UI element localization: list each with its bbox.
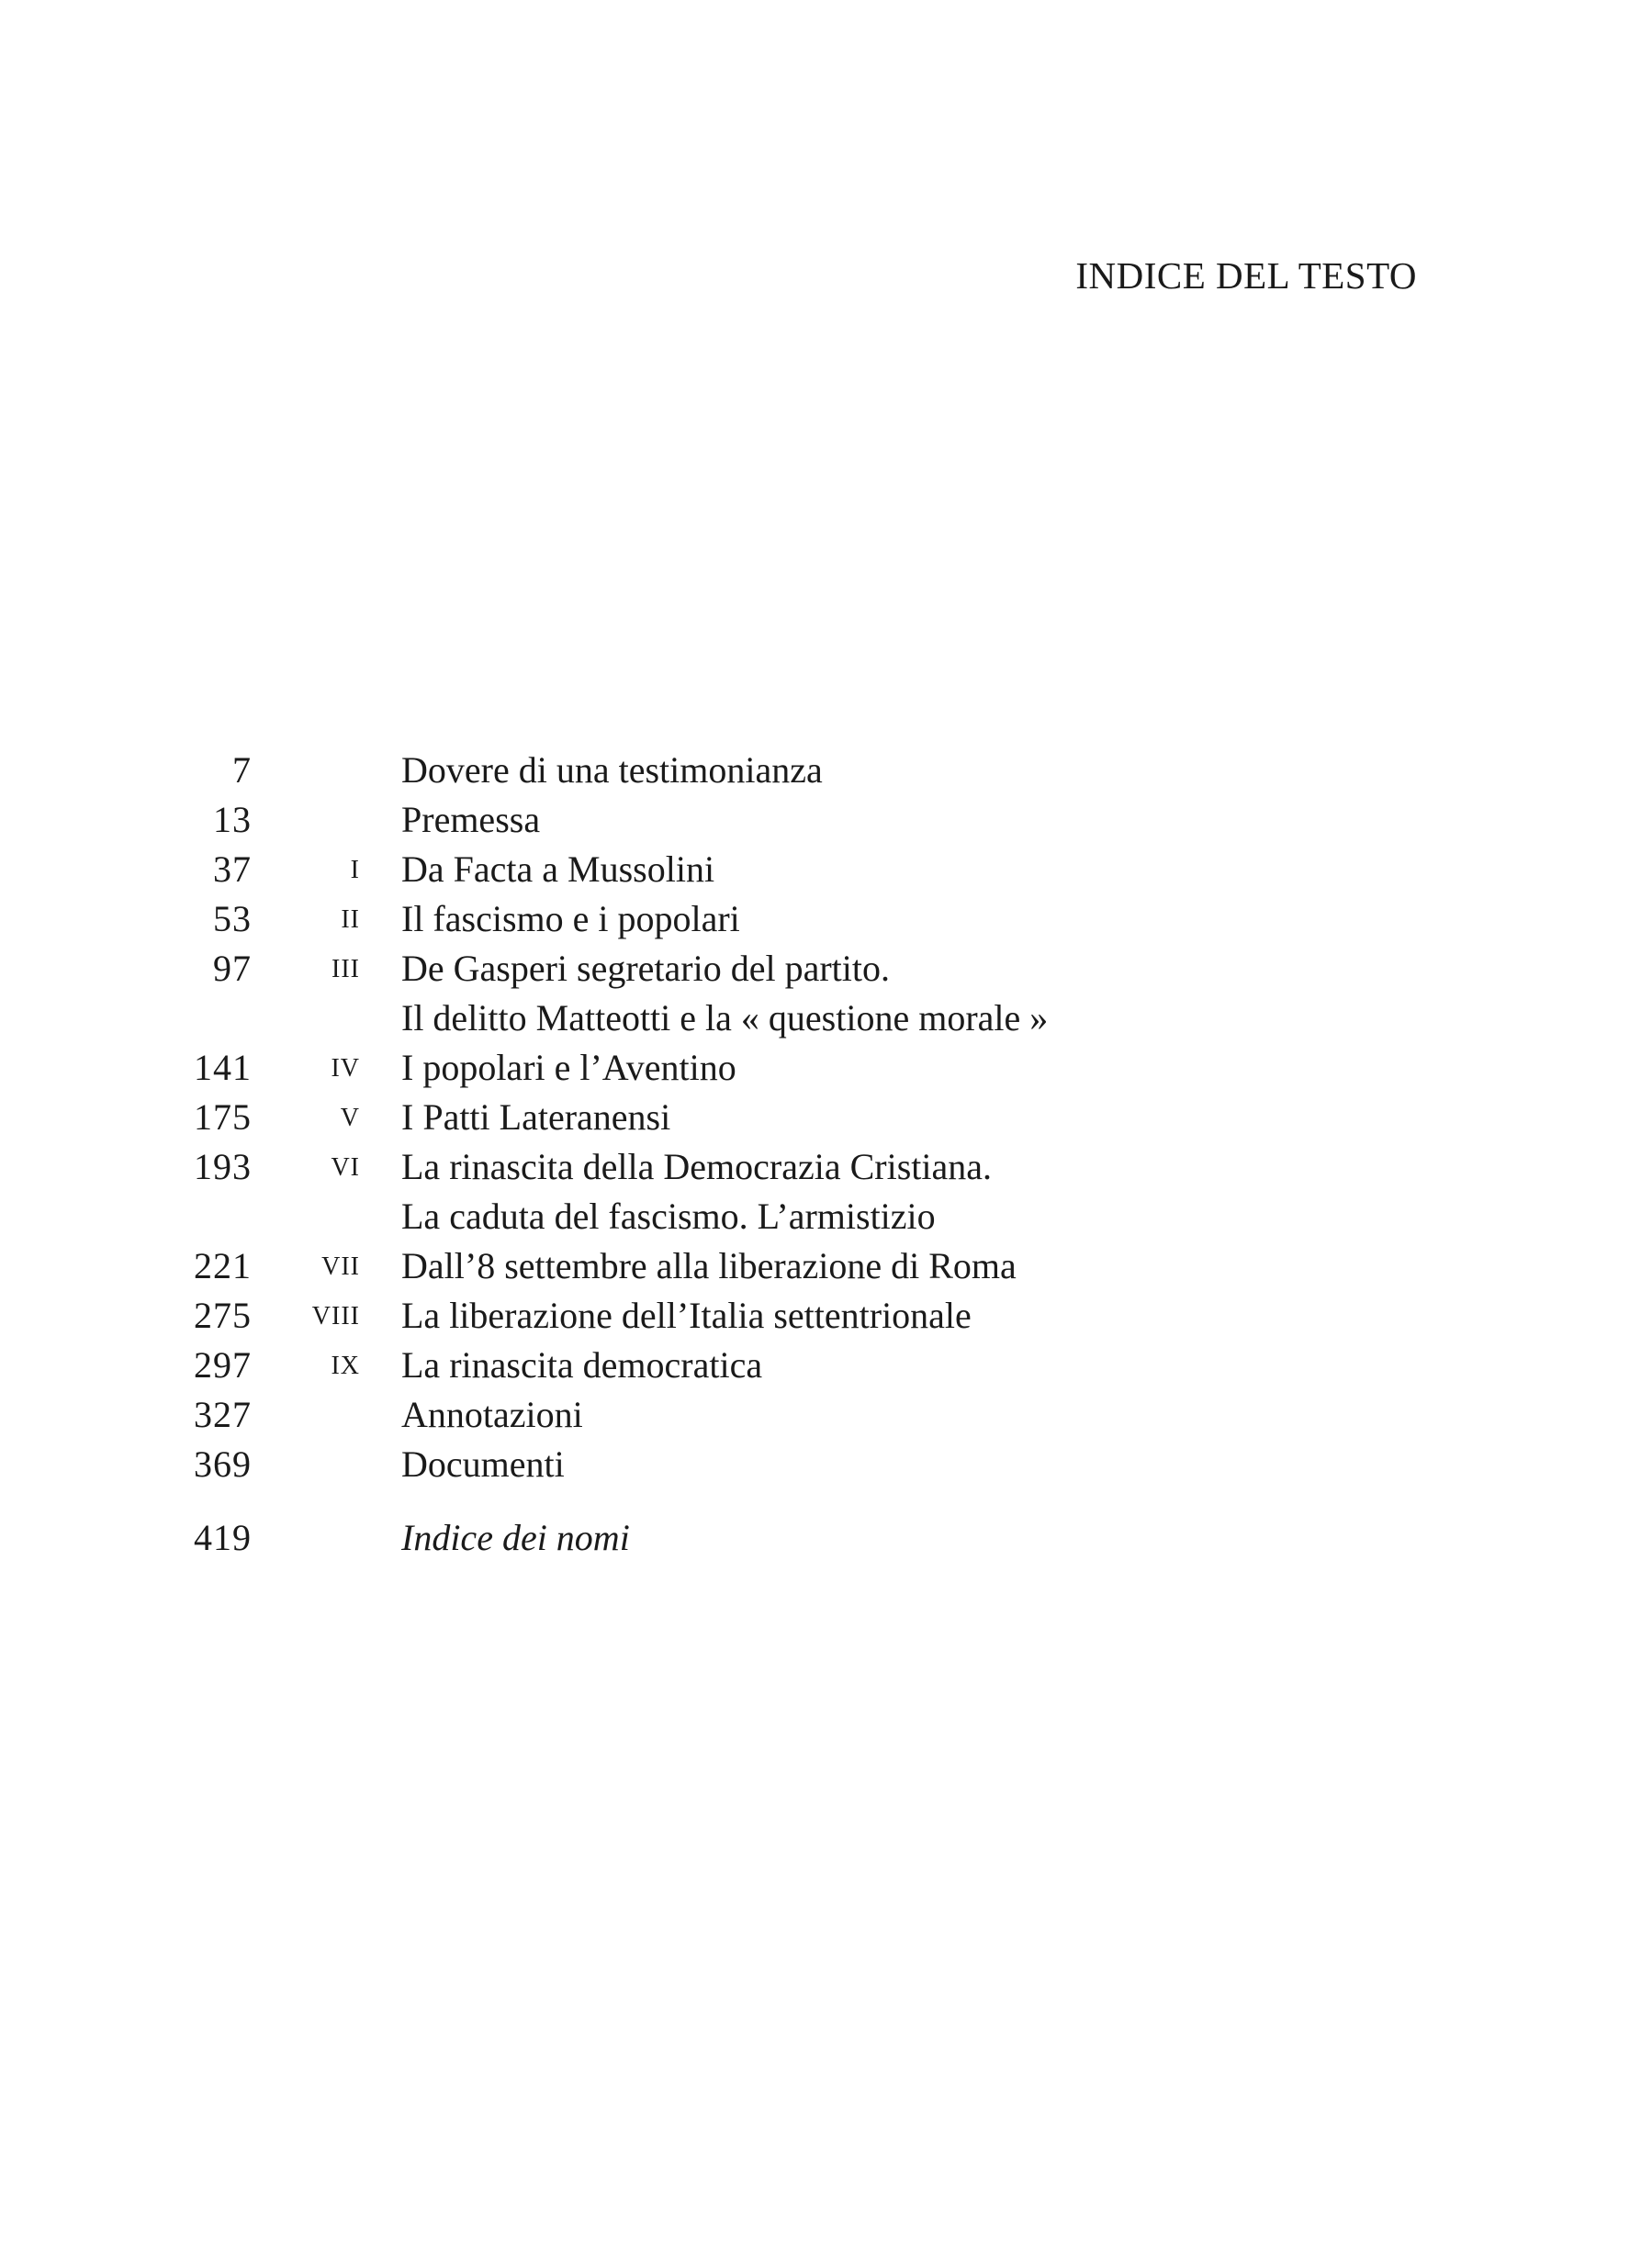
page-number: 193 [194,1146,252,1187]
chapter-number: IX [331,1352,360,1380]
toc-entry [0,1291,1652,1341]
page-title: INDICE DEL TESTO [1075,254,1417,297]
entry-title: La rinascita democratica [401,1344,763,1386]
chapter-number: VI [331,1153,360,1182]
page-number: 175 [194,1096,252,1138]
toc-entry [0,1341,1652,1390]
entry-title: Dall’8 settembre alla liberazione di Roma [401,1245,1017,1286]
chapter-number: II [341,905,360,934]
entry-title: Indice dei nomi [401,1517,630,1558]
page-number: 7 [232,749,252,791]
chapter-number: VII [321,1252,360,1281]
page-number: 13 [213,799,252,840]
chapter-number: V [340,1104,360,1132]
toc-entry [0,1440,1652,1489]
page-number: 221 [194,1245,252,1286]
page-number: 369 [194,1443,252,1485]
page-number: 275 [194,1295,252,1336]
toc-entry [0,845,1652,894]
entry-title: I popolari e l’Aventino [401,1047,736,1088]
page-number: 37 [213,848,252,890]
entry-title: La caduta del fascismo. L’armistizio [401,1196,936,1237]
entry-title: Documenti [401,1443,565,1485]
toc-entry [0,894,1652,944]
entry-title: Annotazioni [401,1394,583,1435]
toc-entry [0,795,1652,845]
entry-title: Premessa [401,799,541,840]
toc-entry [0,1390,1652,1440]
entry-title: La rinascita della Democrazia Cristiana. [401,1146,993,1187]
page-number: 97 [213,948,252,989]
toc-entry [0,1142,1652,1192]
chapter-number: I [350,856,360,884]
entry-title: Da Facta a Mussolini [401,848,715,890]
entry-title: De Gasperi segretario del partito. [401,948,891,989]
toc-entry [0,944,1652,994]
toc-entry [0,746,1652,795]
chapter-number: III [332,955,360,983]
entry-title: Dovere di una testimonianza [401,749,823,791]
page-number: 141 [194,1047,252,1088]
toc-entry [0,1513,1652,1563]
chapter-number: IV [331,1054,360,1083]
toc-entry [0,1241,1652,1291]
entry-title: Il delitto Matteotti e la « questione morale » [401,997,1049,1039]
toc-entry [0,1093,1652,1142]
page-number: 327 [194,1394,252,1435]
page-number: 419 [194,1517,252,1558]
page-number: 297 [194,1344,252,1386]
entry-title: Il fascismo e i popolari [401,898,740,939]
page-number: 53 [213,898,252,939]
toc-entry [0,1043,1652,1093]
toc-entry-continuation [0,1192,1652,1241]
chapter-number: VIII [311,1302,360,1330]
entry-title: La liberazione dell’Italia settentrionale [401,1295,972,1336]
entry-title: I Patti Lateranensi [401,1096,671,1138]
table-of-contents [0,746,1652,1563]
toc-entry-continuation [0,994,1652,1043]
